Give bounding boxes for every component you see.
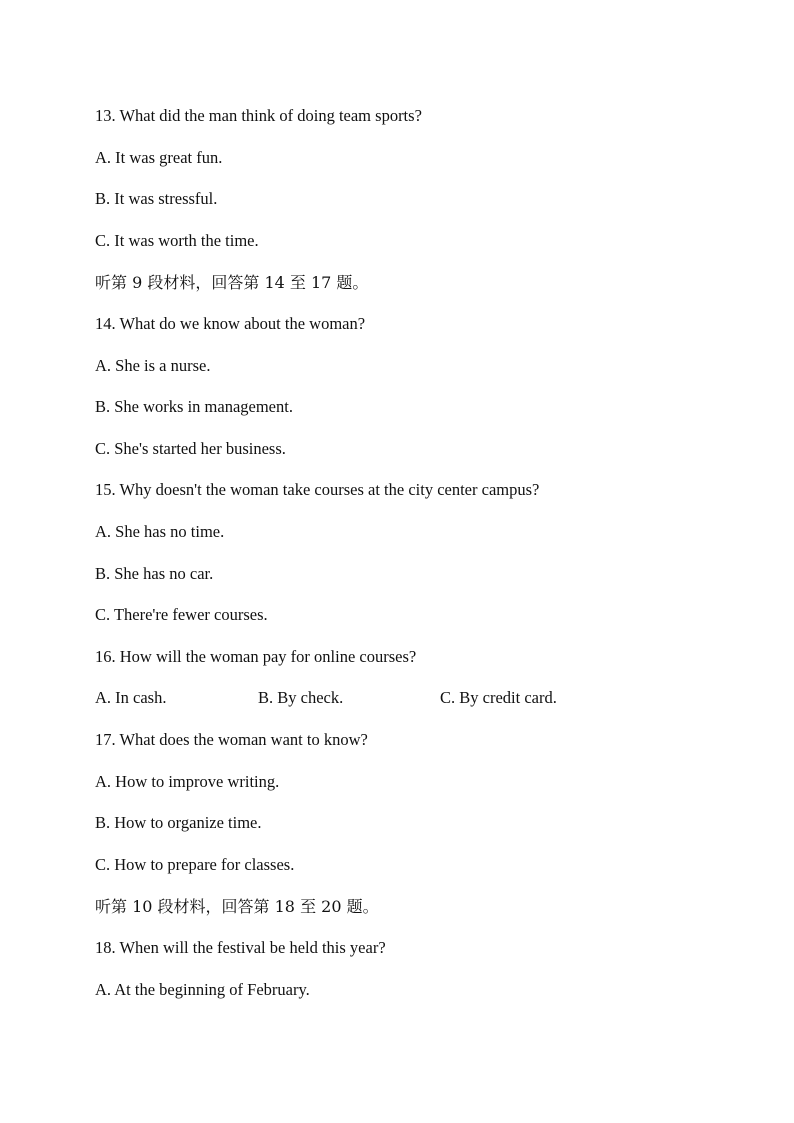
question-18: 18. When will the festival be held this year?	[95, 938, 386, 957]
q16-option-b: B. By check.	[258, 688, 344, 707]
q17-option-b: B. How to organize time.	[95, 813, 262, 832]
q17-option-a: A. How to improve writing.	[95, 772, 280, 791]
q14-option-c: C. She's started her business.	[95, 439, 286, 458]
question-17: 17. What does the woman want to know?	[95, 730, 368, 749]
q15-option-c: C. There're fewer courses.	[95, 605, 268, 624]
q13-option-a: A. It was great fun.	[95, 148, 223, 167]
q13-option-c: C. It was worth the time.	[95, 231, 259, 250]
q15-option-a: A. She has no time.	[95, 522, 225, 541]
q16-option-c: C. By credit card.	[440, 688, 557, 707]
q18-option-a: A. At the beginning of February.	[95, 980, 310, 999]
question-13: 13. What did the man think of doing team sports?	[95, 106, 422, 125]
question-16: 16. How will the woman pay for online courses?	[95, 647, 417, 666]
q15-option-b: B. She has no car.	[95, 564, 214, 583]
q13-option-b: B. It was stressful.	[95, 189, 218, 208]
q17-option-c: C. How to prepare for classes.	[95, 855, 295, 874]
section-instruction-10: 听第 10 段材料，回答第 18 至 20 题。	[95, 897, 379, 916]
question-15: 15. Why doesn't the woman take courses at the city center campus?	[95, 480, 540, 499]
question-14: 14. What do we know about the woman?	[95, 314, 366, 333]
q14-option-a: A. She is a nurse.	[95, 356, 211, 375]
q14-option-b: B. She works in management.	[95, 397, 293, 416]
section-instruction-9: 听第 9 段材料，回答第 14 至 17 题。	[95, 273, 369, 292]
q16-option-a: A. In cash.	[95, 688, 167, 707]
